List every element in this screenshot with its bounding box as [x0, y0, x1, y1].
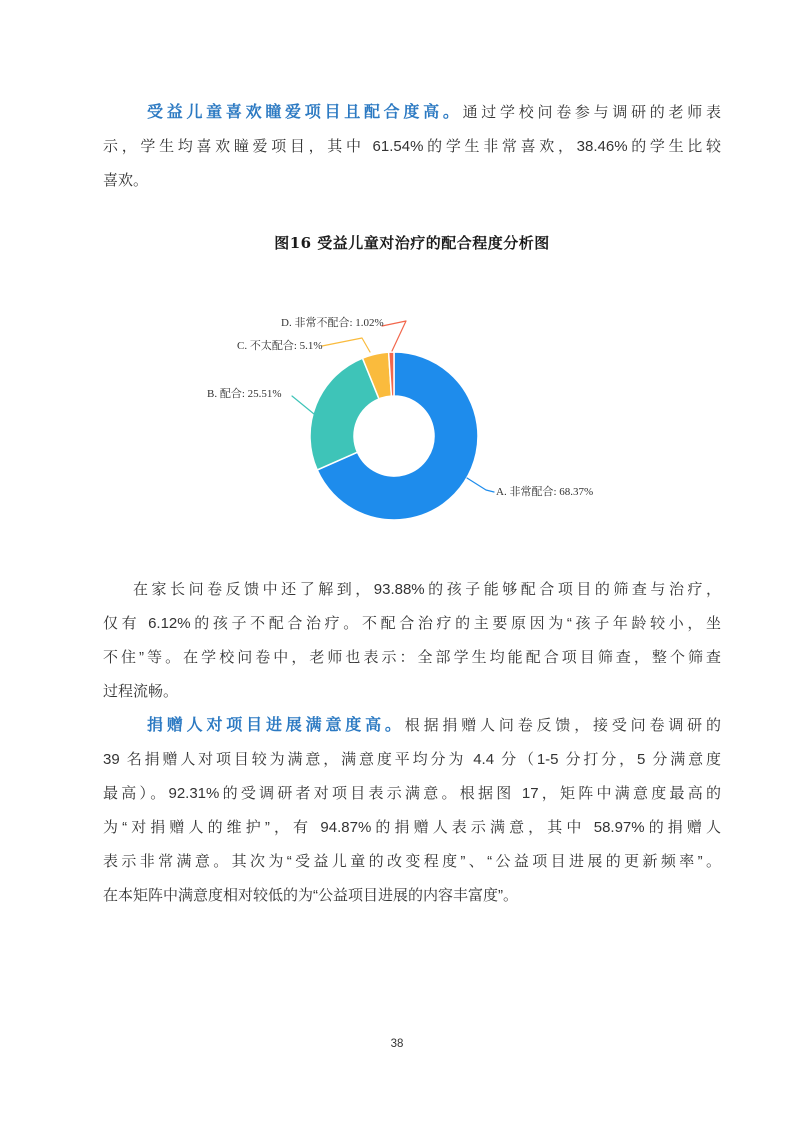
paragraph-parent-feedback [103, 573, 721, 709]
slice-label-b: B. 配合: 25.51% [207, 388, 282, 400]
paragraph-line: 最高）。92.31%的受调研者对项目表示满意。根据图 17，矩阵中满意度最高的 [103, 785, 721, 802]
leader-line-c [322, 338, 370, 352]
paragraph-line: 在本矩阵中满意度相对较低的为“公益项目进展的内容丰富度”。 [103, 887, 518, 904]
paragraph-line: 在家长问卷反馈中还了解到，93.88%的孩子能够配合项目的筛查与治疗， [133, 581, 721, 598]
paragraph-line [103, 96, 721, 130]
paragraph-line: 喜欢。 [103, 172, 149, 189]
paragraph-line: 过程流畅。 [103, 683, 179, 700]
lead-in-bold-blue: 捐赠人对项目进展满意度高。 [147, 717, 405, 734]
paragraph-line: 39 名捐赠人对项目较为满意，满意度平均分为 4.4 分（1-5 分打分，5 分满意度 [103, 751, 721, 768]
slice-label-d: D. 非常不配合: 1.02% [281, 317, 384, 329]
slice-label-a: A. 非常配合: 68.37% [496, 486, 594, 498]
leader-line-a [467, 478, 494, 492]
leader-line-b [292, 396, 314, 414]
paragraph-line: 表示非常满意。其次为“受益儿童的改变程度”、“公益项目进展的更新频率”。 [103, 853, 721, 870]
paragraph-benefit-children [103, 96, 721, 198]
donut-segments [310, 352, 478, 520]
body-text: 通过学校问卷参与调研的老师表 [462, 104, 721, 121]
paragraph-donor-satisfaction [103, 709, 721, 913]
paragraph-line: 不住”等。在学校问卷中，老师也表示：全部学生均能配合项目筛查，整个筛查 [103, 649, 721, 666]
paragraph-line: 仅有 6.12%的孩子不配合治疗。不配合治疗的主要原因为“孩子年龄较小，坐 [103, 615, 721, 632]
paragraph-line: 示，学生均喜欢瞳爱项目，其中 61.54%的学生非常喜欢，38.46%的学生比较 [103, 138, 721, 155]
donut-chart [0, 295, 794, 585]
leader-line-d [382, 321, 406, 351]
slice-label-c: C. 不太配合: 5.1% [237, 340, 323, 352]
page-number: 38 [390, 1038, 404, 1050]
lead-in-bold-blue: 受益儿童喜欢瞳爱项目且配合度高。 [147, 104, 463, 121]
paragraph-line: 为“对捐赠人的维护”，有 94.87%的捐赠人表示满意，其中 58.97%的捐赠人 [103, 819, 721, 836]
body-text: 根据捐赠人问卷反馈，接受问卷调研的 [404, 717, 721, 734]
figure-caption: 图16 受益儿童对治疗的配合程度分析图 [274, 234, 550, 252]
paragraph-line [103, 709, 721, 743]
donut-chart-figure [0, 295, 794, 585]
